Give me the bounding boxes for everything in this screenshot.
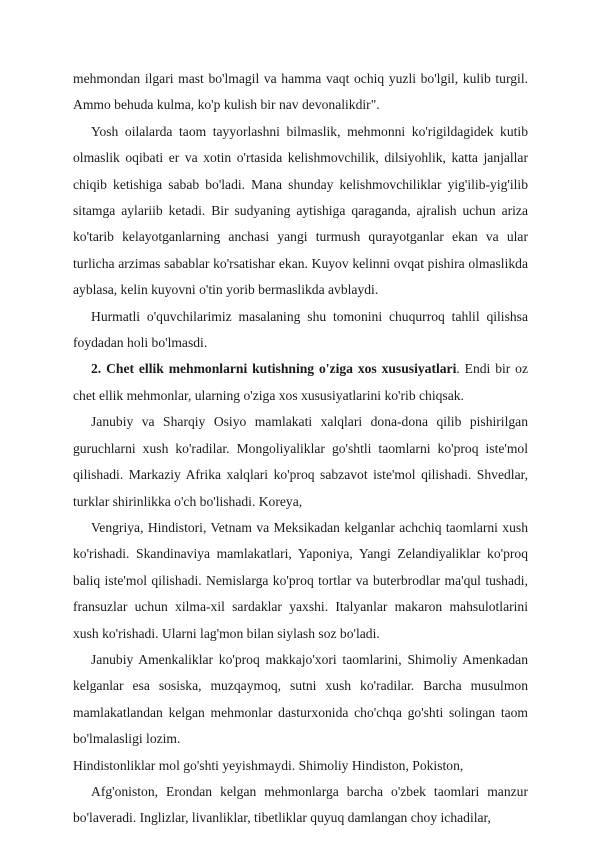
document-page	[73, 66, 528, 832]
paragraph-2: Yosh oilalarda taom tayyorlashni bilmaslik, mehmonni ko'rigildagidek kutib olmaslik oqibati er va xotin o'rtasida kelishmovchilik, dilsiyohlik, katta janjallar chiqib ketishiga sabab bo'ladi. Mana shunday kelishmovchiliklar yig'ilib-yig'ilib sitamga aylariib ketadi. Bir sudyaning aytishiga qaraganda, ajralish uchun ariza ko'tarib kelayotganlarning anchasi yangi turmush qurayotganlar ekan va ular turlicha arzimas sabablar ko'rsatishar ekan. Kuyov kelinni ovqat pishira olmaslikda ayblasa, kelin kuyovni o'tin yorib bermaslikda avblaydi.	[73, 123, 528, 298]
paragraph-1: mehmondan ilgari mast bo'lmagil va hamma vaqt ochiq yuzli bo'lgil, kulib turgil. Ammo behuda kulma, ko'p kulish bir nav devonalikdir".	[73, 71, 528, 113]
paragraph-9: Afg'oniston, Erondan kelgan mehmonlarga barcha o'zbek taomlari manzur bo'laveradi. Inglizlar, livanliklar, tibetliklar quyuq damlangan choy ichadilar,	[73, 783, 528, 826]
paragraph-5: Janubiy va Sharqiy Osiyo mamlakati xalqlari dona-dona qilib pishirilgan guruchlarni xush ko'radilar. Mongoliyaliklar go'shtli taomlarni ko'proq iste'mol qilishadi. Markaziy Afrika xalqlari ko'proq sabzavot iste'mol qilishadi. Shvedlar, turklar shirinlikka o'ch bo'lishadi. Koreya,	[73, 414, 528, 509]
paragraph-7: Janubiy Amenkaliklar ko'proq makkajo'xori taomlarini, Shimoliy Amenkadan kelganlar esa sosiska, muzqaymoq, sutni xush ko'radilar. Barcha musulmon mamlakatlandan kelgan mehmonlar dasturxonida cho'chqa go'shti solingan taom bo'lmalasligi lozim.	[73, 651, 528, 747]
paragraph-4-text: . Endi bir oz chet ellik mehmonlar, ularning o'ziga xos xususiyatlarini ko'rib chiqsak.	[73, 361, 528, 403]
paragraph-3: Hurmatli o'quvchilarimiz masalaning shu tomonini chuqurroq tahlil qilishsa foydadan holi bo'lmasdi.	[73, 308, 528, 351]
paragraph-8: Hindistonliklar mol go'shti yeyishmaydi. Shimoliy Hindiston, Pokiston,	[73, 757, 464, 773]
paragraph-6: Vengriya, Hindistori, Vetnam va Meksikadan kelganlar achchiq taomlarni xush ko'rishadi. Skandinaviya mamlakatlari, Yaponiya, Yangi Zelandiyaliklar ko'proq baliq iste'mol qilishadi. Nemislarga ko'proq tortlar va buterbrodlar ma'qul tushadi, fransuzlar uchun xilma-xil sardaklar yaxshi. Italyanlar makaron mahsulotlarini xush ko'rishadi. Ularni lag'mon bilan siylash soz bo'ladi.	[73, 519, 528, 641]
paragraph-4	[73, 356, 528, 409]
section-heading: 2. Chet ellik mehmonlarni kutishning o'ziga xos xususiyatlari	[91, 361, 457, 377]
